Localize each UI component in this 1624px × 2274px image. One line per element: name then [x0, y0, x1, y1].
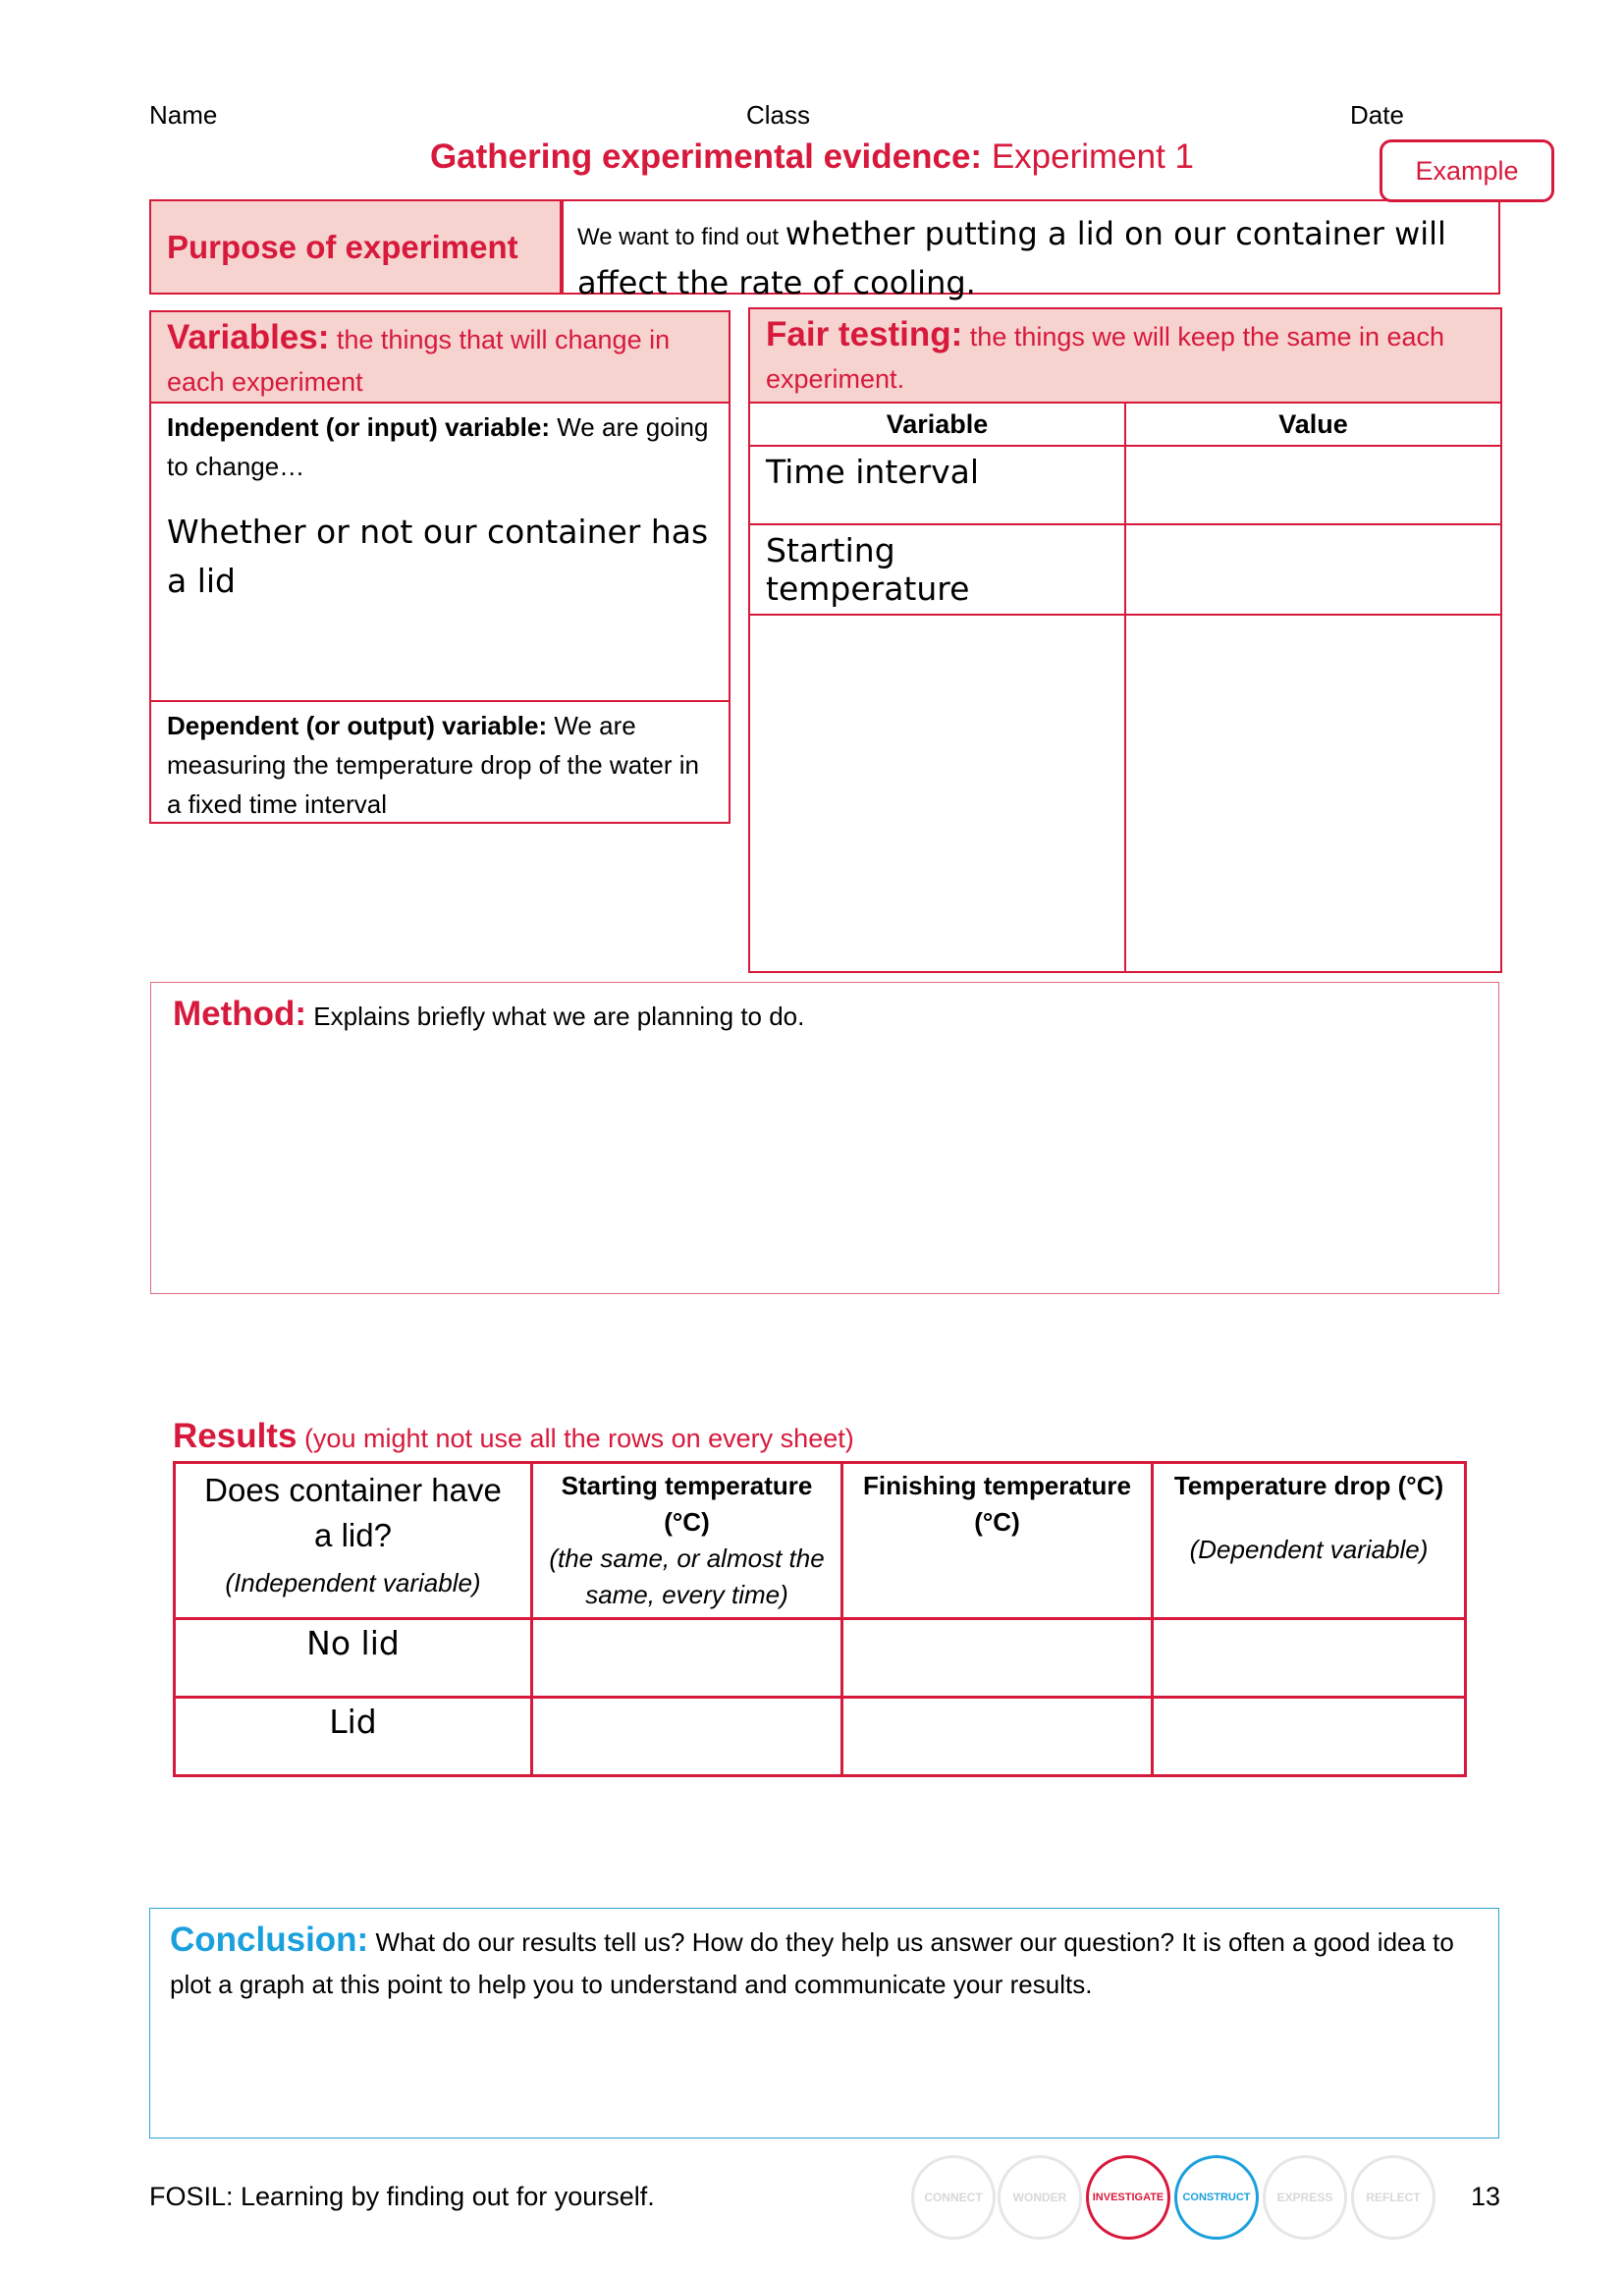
results-cell[interactable]: [1153, 1698, 1466, 1776]
fair-row-variable: Starting temperature: [749, 524, 1125, 615]
stage-reflect-icon: REFLECT: [1351, 2155, 1435, 2240]
variables-heading: Variables: the things that will change in each experiment: [149, 310, 731, 404]
stage-wonder-icon: WONDER: [998, 2155, 1082, 2240]
results-col-finish: Finishing temperature (°C): [842, 1463, 1153, 1619]
fair-col-variable: Variable: [749, 403, 1125, 446]
fair-row-variable: Time interval: [749, 446, 1125, 524]
results-col-lid: Does container have a lid? (Independent variable): [175, 1463, 532, 1619]
fair-testing-table: [748, 402, 1502, 973]
results-col-drop: Temperature drop (°C) (Dependent variable): [1153, 1463, 1466, 1619]
page-number: 13: [1471, 2182, 1501, 2211]
purpose-prefix: We want to find out: [577, 224, 785, 250]
fair-row-value[interactable]: [1125, 446, 1501, 524]
results-cell[interactable]: [1153, 1619, 1466, 1698]
dependent-variable-field[interactable]: Dependent (or output) variable: We are measuring the temperature drop of the water in a fixed time interval: [149, 700, 731, 824]
results-col-start: Starting temperature (°C) (the same, or almost the same, every time): [532, 1463, 842, 1619]
independent-variable-answer: Whether or not our container has a lid: [167, 513, 709, 600]
purpose-answer: whether putting a lid on our container will affect the rate of cooling.: [577, 215, 1446, 301]
stage-connect-icon: CONNECT: [911, 2155, 996, 2240]
independent-variable-field[interactable]: Independent (or input) variable: We are going to change… Whether or not our container has a lid: [149, 402, 731, 702]
results-cell[interactable]: [842, 1619, 1153, 1698]
fair-testing-heading: Fair testing: the things we will keep the same in each experiment.: [748, 307, 1502, 404]
results-row-label: No lid: [175, 1619, 532, 1698]
date-label: Date: [1350, 100, 1404, 130]
results-table: [173, 1461, 1467, 1777]
results-cell[interactable]: [532, 1619, 842, 1698]
method-heading: Method:: [173, 995, 307, 1033]
results-heading: Results (you might not use all the rows on every sheet): [173, 1417, 854, 1455]
stage-express-icon: EXPRESS: [1263, 2155, 1347, 2240]
conclusion-field[interactable]: Conclusion: What do our results tell us? How do they help us answer our question? It is often a good idea to plot a graph at this point to help you to understand and communicate your results.: [149, 1908, 1499, 2139]
purpose-label: Purpose of experiment: [149, 199, 562, 295]
example-badge: Example: [1380, 139, 1554, 202]
conclusion-heading: Conclusion:: [170, 1921, 369, 1959]
purpose-field[interactable]: [562, 199, 1500, 301]
results-row-label: Lid: [175, 1698, 532, 1776]
page-title: Gathering experimental evidence: Experiment 1: [429, 137, 1195, 176]
stage-construct-icon: CONSTRUCT: [1174, 2155, 1259, 2240]
results-cell[interactable]: [842, 1698, 1153, 1776]
results-cell[interactable]: [532, 1698, 842, 1776]
fair-col-value: Value: [1125, 403, 1501, 446]
name-label: Name: [149, 100, 218, 130]
method-field[interactable]: Method: Explains briefly what we are planning to do.: [150, 982, 1499, 1294]
stage-investigate-icon: INVESTIGATE: [1086, 2155, 1170, 2240]
fair-row-value[interactable]: [1125, 615, 1501, 972]
class-label: Class: [746, 100, 811, 130]
footer-text: FOSIL: Learning by finding out for yourself.: [149, 2182, 655, 2211]
fair-row-variable[interactable]: [749, 615, 1125, 972]
fair-row-value[interactable]: [1125, 524, 1501, 615]
